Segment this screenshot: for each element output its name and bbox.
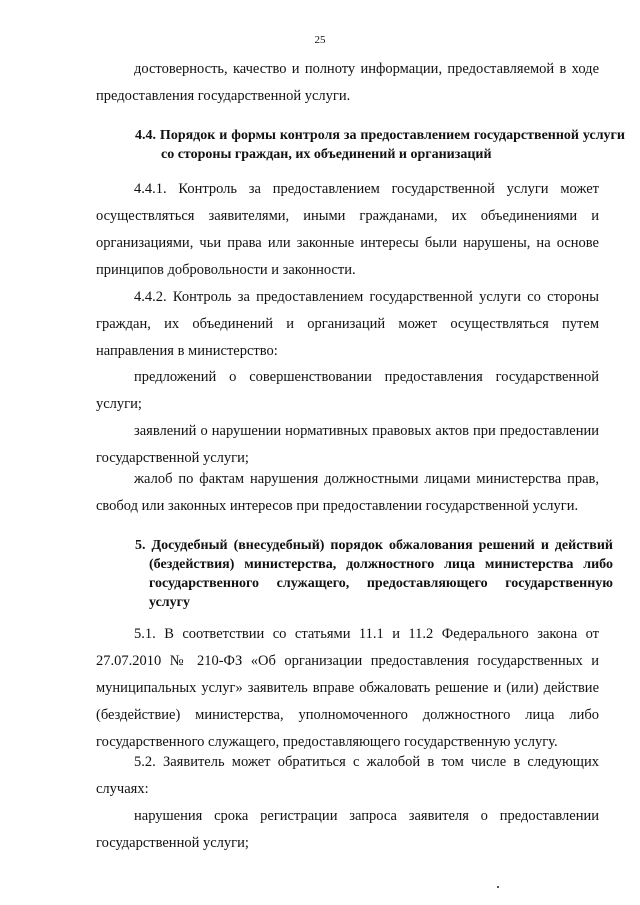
- list-item: предложений о совершенствовании предоставления государственной услуги;: [96, 369, 599, 412]
- paragraph-4-4-2: 4.4.2. Контроль за предоставлением государственной услуги со стороны граждан, их объединений и организаций может осуществляться путем направления в министерство:: [96, 289, 599, 359]
- list-item: жалоб по фактам нарушения должностными лицами министерства прав, свобод или законных интересов при предоставлении государственной услуги.: [96, 471, 599, 514]
- section-5-heading: 5. Досудебный (внесудебный) порядок обжалования решений и действий (бездействия) министерства, должностного лица министерства либо государственного служащего, предоставляющего государственную услугу: [135, 538, 613, 610]
- section-4-4-heading: 4.4. Порядок и формы контроля за предоставлением государственной услуги со стороны граждан, их объединений и организаций: [135, 128, 625, 162]
- paragraph-5-1: 5.1. В соответствии со статьями 11.1 и 11.2 Федерального закона от 27.07.2010 № 210-ФЗ «Об организации предоставления государственных и муниципальных услуг» заявитель вправе обжаловать решение и (или) действие (бездействие) министерства, уполномоченного должностного лица либо государственного служащего, предоставляющего государственную услугу.: [96, 626, 599, 750]
- page-number: 25: [314, 34, 326, 46]
- paragraph-5-2: 5.2. Заявитель может обратиться с жалобой в том числе в следующих случаях:: [96, 754, 599, 797]
- continuation-paragraph: достоверность, качество и полноту информации, предоставляемой в ходе предоставления государственной услуги.: [96, 61, 599, 104]
- paragraph-4-4-1: 4.4.1. Контроль за предоставлением государственной услуги может осуществляться заявителями, иными гражданами, их объединениями и организациями, чьи права или законные интересы были нарушены, на основе принципов добровольности и законности.: [96, 181, 599, 278]
- list-item: заявлений о нарушении нормативных правовых актов при предоставлении государственной услуги;: [96, 423, 599, 466]
- scan-mark: [497, 886, 499, 888]
- list-item: нарушения срока регистрации запроса заявителя о предоставлении государственной услуги;: [96, 808, 599, 851]
